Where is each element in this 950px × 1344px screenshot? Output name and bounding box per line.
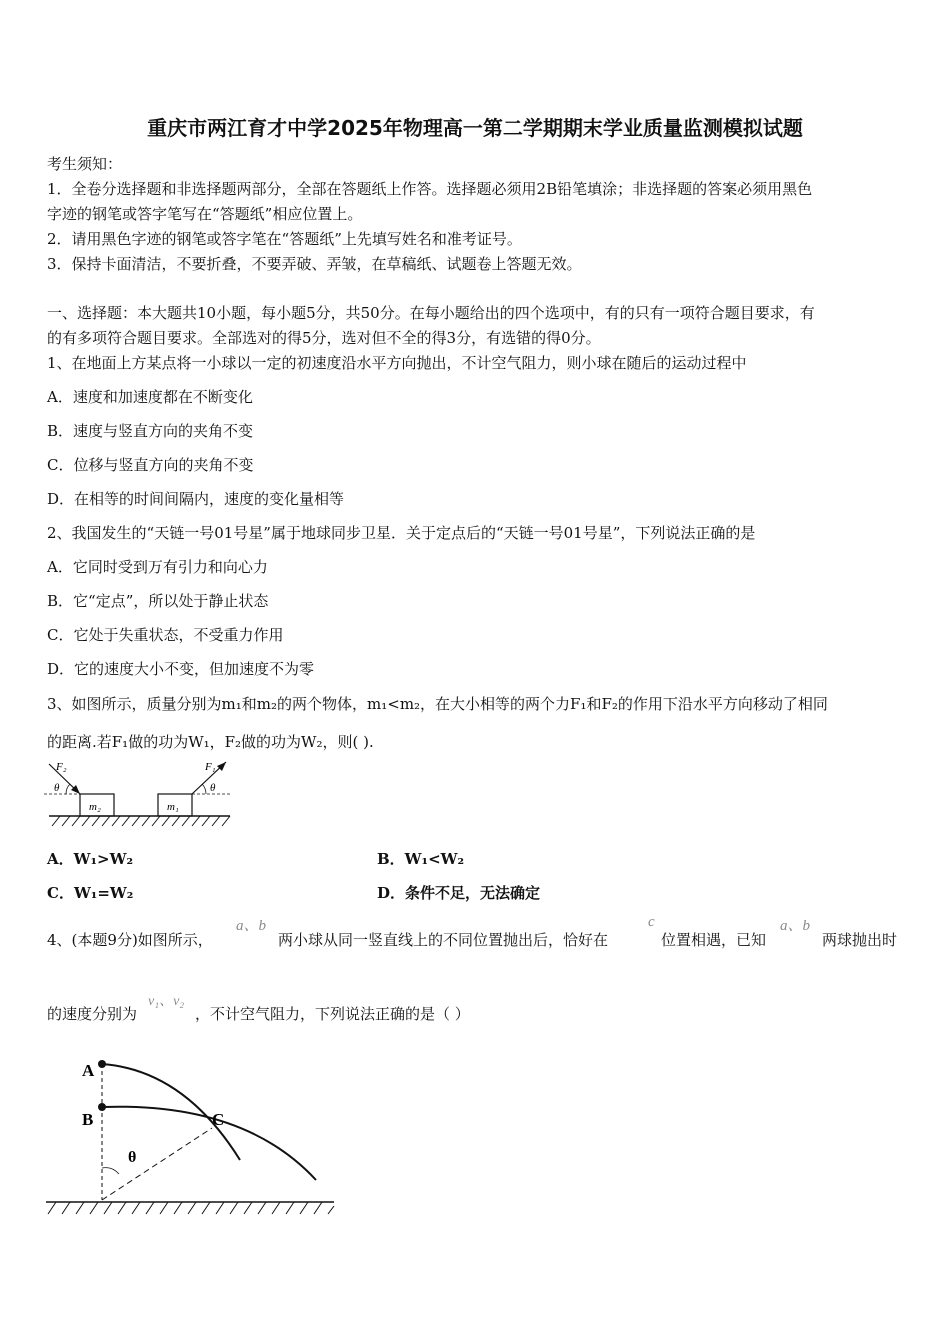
label-theta: θ [128,1149,137,1166]
q3-option-a: A．W₁>W₂ [47,850,134,868]
trajectory-b [102,1107,316,1180]
notice-item: 2．请用黑色字迹的钢笔或答字笔在“答题纸”上先填写姓名和准考证号。 [47,230,522,248]
section-heading-cont: 的有多项符合题目要求。全部选对的得5分，选对但不全的得3分，有选错的得0分。 [47,329,601,347]
q3-figure [44,756,236,832]
f1-label: F₁ [205,761,216,773]
q2-option-a: A．它同时受到万有引力和向心力 [47,558,268,576]
q4-stem-prefix: 4、(本题9分)如图所示， [47,931,213,949]
q3-stem: 3、如图所示，质量分别为m₁和m₂的两个物体，m₁<m₂，在大小相等的两个力F₁和F₂的作用下沿水平方向移动了相同 [47,695,828,713]
label-b: B [82,1110,94,1129]
q1-option-b: B．速度与竖直方向的夹角不变 [47,422,254,440]
theta-left: θ [54,782,60,794]
notice-item: 3．保持卡面清洁，不要折叠，不要弄破、弄皱，在草稿纸、试题卷上答题无效。 [47,255,582,273]
notice-heading: 考生须知： [47,155,123,173]
m1-label: m₁ [167,801,179,813]
q4-ab-symbol-2: a、b [780,918,811,934]
page-title: 重庆市两江育才中学2025年物理高一第二学期期末学业质量监测模拟试题 [147,116,803,140]
angle-arc-left [66,784,70,794]
q4-stem-line2-end: ，不计空气阻力，下列说法正确的是（ ） [195,1005,470,1023]
notice-item: 1．全卷分选择题和非选择题两部分，全部在答题纸上作答。选择题必须用2B铅笔填涂；非选择题的答案必须用黑色 [47,180,813,198]
q2-stem: 2、我国发生的“天链一号01号星”属于地球同步卫星．关于定点后的“天链一号01号星”，下列说法正确的是 [47,524,756,542]
q4-stem-mid2: 位置相遇，已知 [661,931,767,949]
q1-option-a: A．速度和加速度都在不断变化 [47,388,253,406]
q4-stem-end: 两球抛出时 [822,931,898,949]
ball-a [98,1060,106,1068]
q4-stem-mid1: 两小球从同一竖直线上的不同位置抛出后，恰好在 [278,931,609,949]
q3-option-b: B．W₁<W₂ [377,850,465,868]
angle-arc [102,1168,119,1174]
q4-v-symbols: v₁、v₂ [148,994,185,1009]
q1-option-d: D．在相等的时间间隔内，速度的变化量相等 [47,490,345,508]
q3-option-c: C．W₁=W₂ [47,884,134,902]
q3-stem-cont: 的距离.若F₁做的功为W₁，F₂做的功为W₂，则( ). [47,733,374,751]
ground-hatch [52,816,230,826]
f2-label: F₂ [56,761,67,773]
q4-stem-line2: 的速度分别为 [47,1005,138,1023]
q4-c-symbol: c [648,914,655,930]
q4-ab-symbol: a、b [236,918,267,934]
q2-option-b: B．它“定点”，所以处于静止状态 [47,592,269,610]
q3-option-d: D．条件不足，无法确定 [377,884,541,902]
label-c: C [212,1110,225,1129]
q4-figure [44,1050,336,1220]
label-a: A [82,1061,95,1080]
angle-arc-right [202,784,206,794]
q2-option-d: D．它的速度大小不变，但加速度不为零 [47,660,315,678]
ground-hatch [48,1202,334,1214]
notice-item: 字迹的钢笔或答字笔写在“答题纸”相应位置上。 [47,205,363,223]
q2-option-c: C．它处于失重状态，不受重力作用 [47,626,284,644]
section-heading: 一、选择题：本大题共10小题，每小题5分，共50分。在每小题给出的四个选项中，有的只有一项符合题目要求，有 [47,304,815,322]
ball-b [98,1103,106,1111]
q1-stem: 1、在地面上方某点将一小球以一定的初速度沿水平方向抛出，不计空气阻力，则小球在随后的运动过程中 [47,354,747,372]
displacement-line [102,1128,212,1200]
m2-label: m₂ [89,801,101,813]
theta-right: θ [210,782,216,794]
q1-option-c: C．位移与竖直方向的夹角不变 [47,456,254,474]
